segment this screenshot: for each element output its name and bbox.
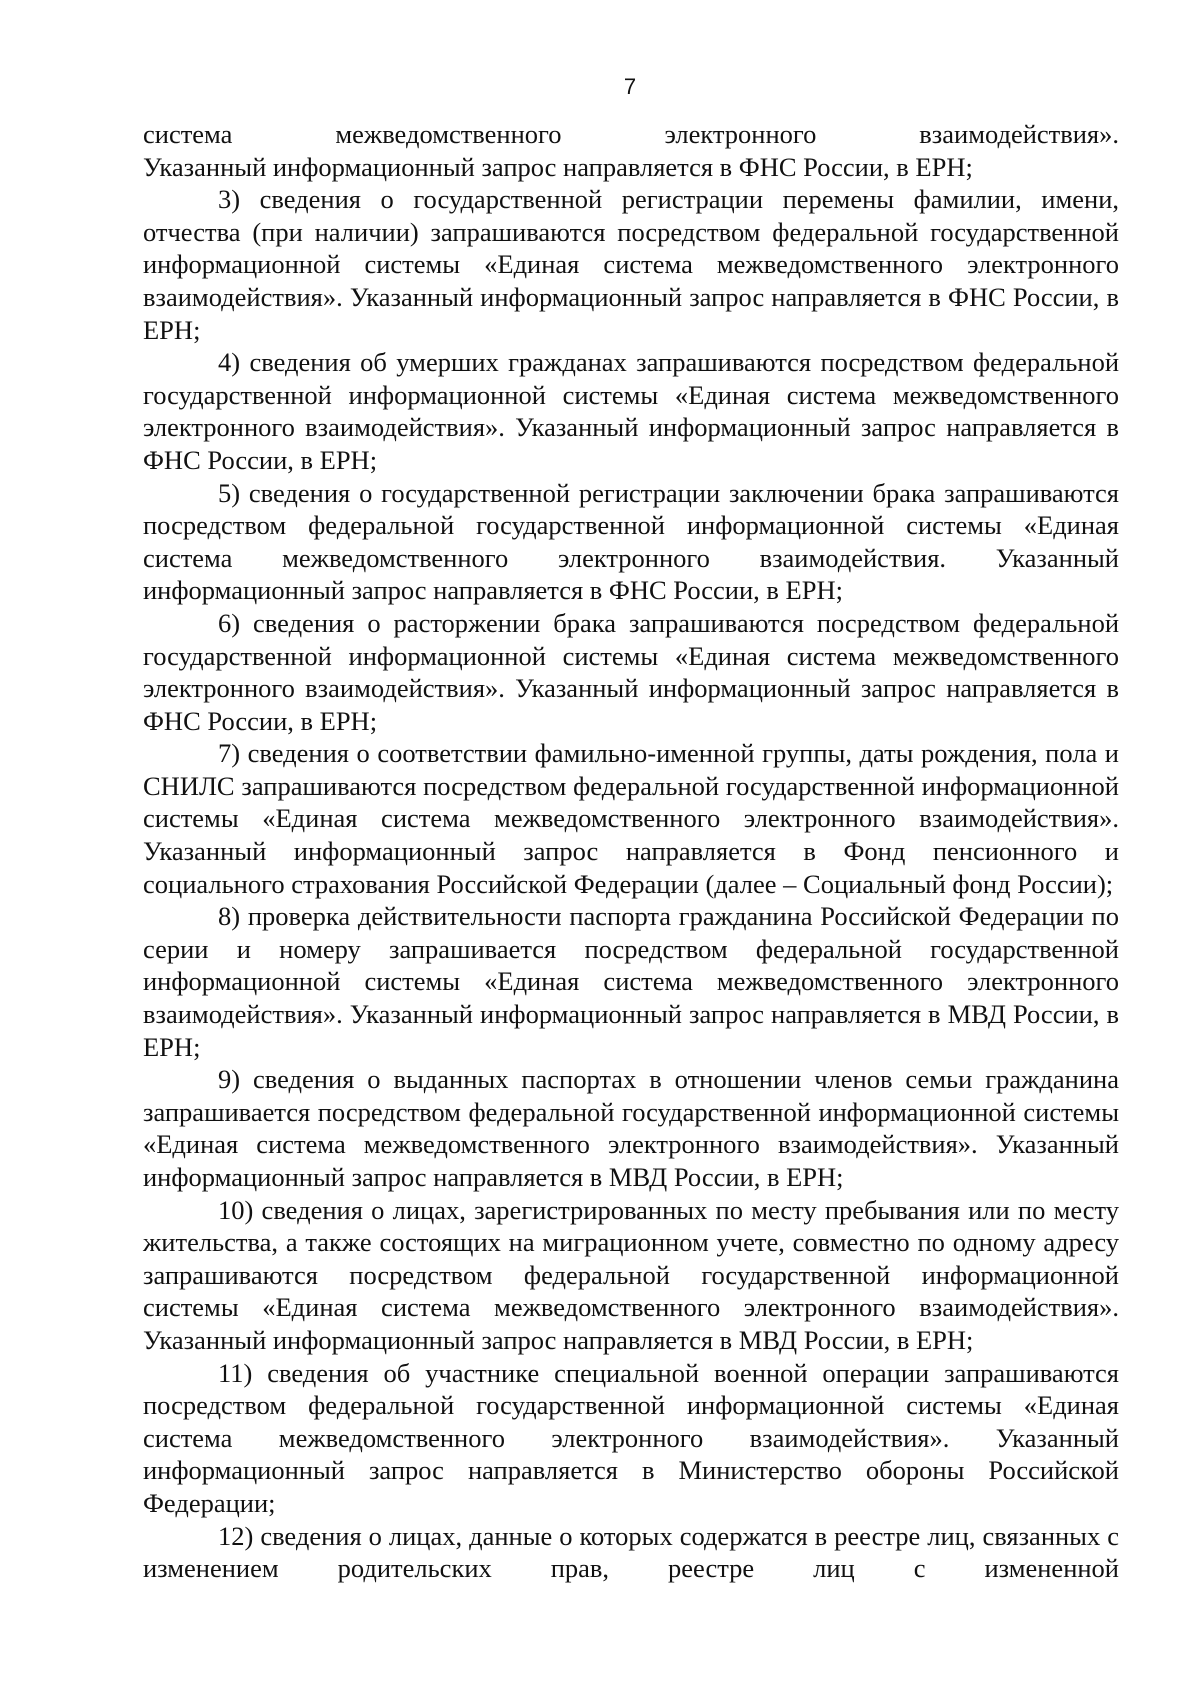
paragraph-item-7: 7) сведения о соответствии фамильно-именной группы, даты рождения, пола и СНИЛС запрашиваются посредством федеральной государственной информационной системы «Единая система межведомственного электронного взаимодействия». Указанный информационный запрос направляется в Фонд пенсионного и социального страхования Российской Федерации (далее – Социальный фонд России);: [143, 738, 1119, 899]
paragraph-item-5: 5) сведения о государственной регистрации заключении брака запрашиваются посредством федеральной государственной информационной системы «Единая система межведомственного электронного взаимодействия. Указанный информационный запрос направляется в ФНС России, в ЕРН;: [143, 477, 1119, 606]
paragraph-continuation-line: система межведомственного электронного взаимодействия».: [143, 119, 1119, 149]
paragraph-item-9: 9) сведения о выданных паспортах в отношении членов семьи гражданина запрашивается посредством федеральной государственной информационной системы «Единая система межведомственного электронного взаимодействия». Указанный информационный запрос направляется в МВД России, в ЕРН;: [143, 1064, 1119, 1192]
paragraph-item-11: 11) сведения об участнике специальной военной операции запрашиваются посредством федеральной государственной информационной системы «Единая система межведомственного электронного взаимодействия». Указанный информационный запрос направляется в Министерство обороны Российской Федерации;: [143, 1357, 1119, 1518]
paragraph-item-6: 6) сведения о расторжении брака запрашиваются посредством федеральной государственной информационной системы «Единая система межведомственного электронного взаимодействия». Указанный информационный запрос направляется в ФНС России, в ЕРН;: [143, 607, 1119, 736]
page-number: 7: [623, 74, 637, 99]
paragraph-item-3: 3) сведения о государственной регистрации перемены фамилии, имени, отчества (при наличии) запрашиваются посредством федеральной государственной информационной системы «Единая система межведомственного электронного взаимодействия». Указанный информационный запрос направляется в ФНС России, в ЕРН;: [143, 184, 1119, 345]
paragraph-continuation-end: Указанный информационный запрос направляется в ФНС России, в ЕРН;: [143, 151, 973, 182]
paragraph-item-12: 12) сведения о лицах, данные о которых содержатся в реестре лиц, связанных с изменением родительских прав, реестре лиц с измененной: [143, 1520, 1119, 1584]
paragraph-item-10: 10) сведения о лицах, зарегистрированных по месту пребывания или по месту жительства, а также состоящих на миграционном учете, совместно по одному адресу запрашиваются посредством федеральной государственной информационной системы «Единая система межведомственного электронного взаимодействия». Указанный информационный запрос направляется в МВД России, в ЕРН;: [143, 1194, 1119, 1355]
document-body: [143, 118, 1119, 1585]
paragraph-item-8: 8) проверка действительности паспорта гражданина Российской Федерации по серии и номеру запрашивается посредством федеральной государственной информационной системы «Единая система межведомственного электронного взаимодействия». Указанный информационный запрос направляется в МВД России, в ЕРН;: [143, 901, 1119, 1062]
paragraph-item-4: 4) сведения об умерших гражданах запрашиваются посредством федеральной государственной информационной системы «Единая система межведомственного электронного взаимодействия». Указанный информационный запрос направляется в ФНС России, в ЕРН;: [143, 347, 1119, 475]
